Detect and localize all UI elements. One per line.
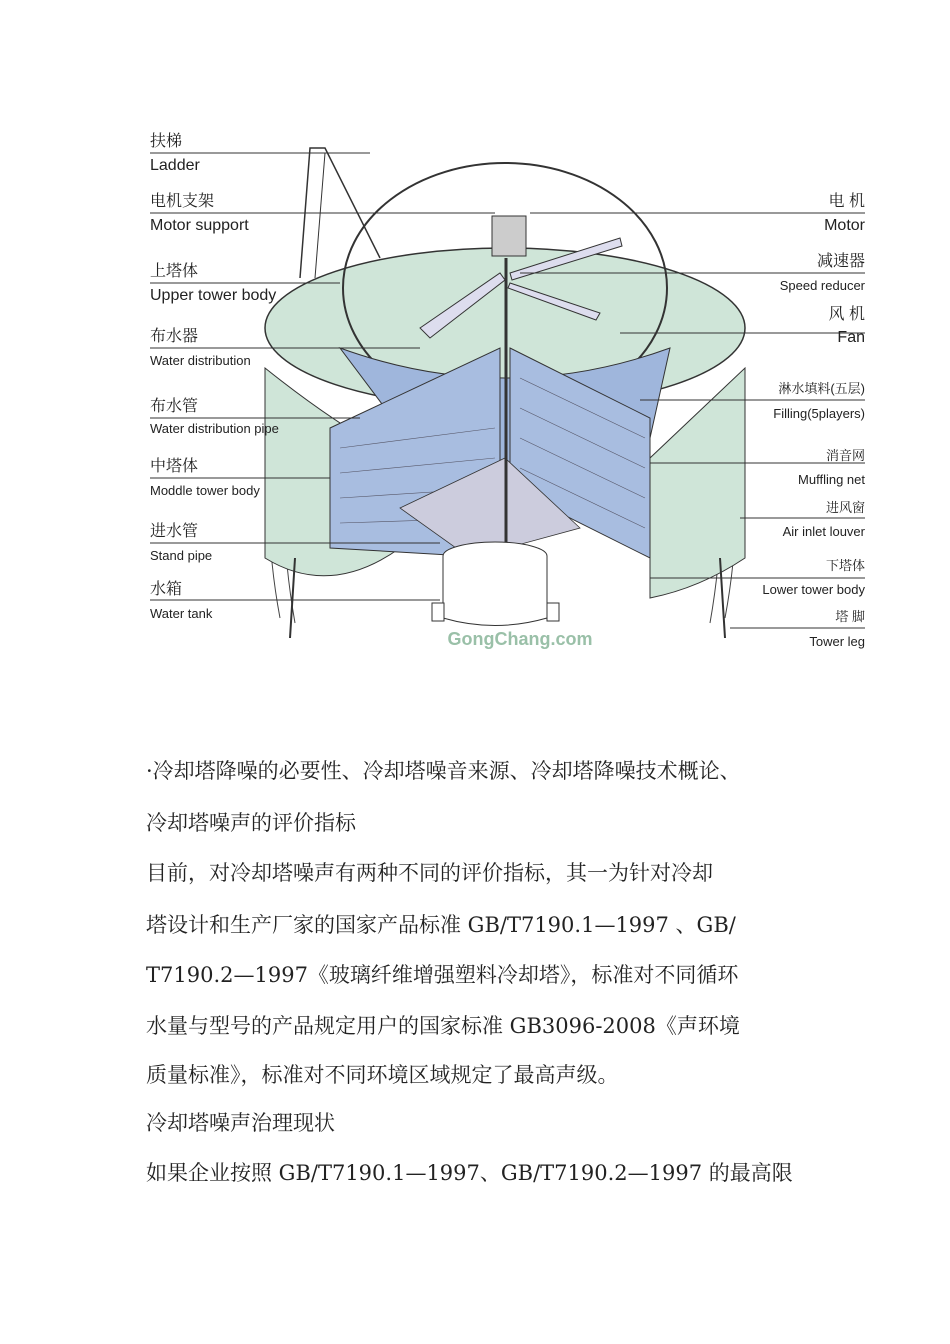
label-water-distribution-zh: 布水器 — [150, 328, 199, 345]
label-air-inlet-en: Air inlet louver — [782, 524, 865, 539]
text-line-9: 如果企业按照 GB/T7190.1—1997、GB/T7190.2—1997 的最高限 — [146, 1161, 793, 1185]
label-fan-zh: 风 机 — [828, 306, 865, 323]
label-lower-tower-en: Lower tower body — [762, 582, 865, 597]
text-line-5: T7190.2—1997《玻璃纤维增强塑料冷却塔》，标准对不同循环 — [146, 963, 739, 987]
text-line-4: 塔设计和生产厂家的国家产品标准 GB/T7190.1—1997 、GB/ — [146, 913, 736, 937]
label-lower-tower-zh: 下塔体 — [825, 558, 865, 573]
text-line-6: 水量与型号的产品规定用户的国家标准 GB3096-2008《声环境 — [146, 1014, 740, 1038]
text-line-2: 冷却塔噪声的评价指标 — [146, 811, 356, 835]
text-line-7: 质量标准》，标准对不同环境区域规定了最高声级。 — [146, 1063, 619, 1087]
label-stand-pipe-zh: 进水管 — [150, 523, 199, 540]
label-water-tank-zh: 水箱 — [150, 581, 183, 598]
label-upper-tower-zh: 上塔体 — [150, 263, 199, 280]
label-tower-leg-en: Tower leg — [809, 634, 865, 649]
label-stand-pipe-en: Stand pipe — [150, 548, 213, 563]
watermark-logo: GongChang.com — [447, 629, 593, 649]
label-middle-tower-en: Moddle tower body — [150, 483, 260, 498]
label-ladder-en: Ladder — [150, 157, 200, 174]
label-speed-reducer-zh: 减速器 — [816, 253, 865, 270]
label-water-distribution-en: Water distribution — [150, 353, 251, 368]
text-line-1: ·冷却塔降噪的必要性、冷却塔噪音来源、冷却塔降噪技术概论、 — [146, 759, 741, 783]
label-motor-support-en: Motor support — [150, 217, 249, 234]
label-speed-reducer-en: Speed reducer — [779, 278, 865, 293]
label-water-tank-en: Water tank — [150, 606, 213, 621]
label-muffling-net-zh: 消音网 — [825, 448, 865, 463]
label-motor-support-zh: 电机支架 — [150, 193, 215, 210]
label-fan-en: Fan — [837, 329, 865, 346]
label-middle-tower-zh: 中塔体 — [150, 458, 199, 475]
tower-illustration — [265, 148, 745, 638]
text-line-3: 目前，对冷却塔噪声有两种不同的评价指标，其一为针对冷却 — [146, 861, 713, 885]
label-air-inlet-zh: 进风窗 — [825, 500, 865, 515]
label-motor-zh: 电 机 — [828, 193, 865, 210]
label-distribution-pipe-zh: 布水管 — [150, 398, 199, 415]
cooling-tower-diagram — [140, 128, 870, 658]
label-distribution-pipe-en: Water distribution pipe — [150, 421, 279, 436]
text-line-8: 冷却塔噪声治理现状 — [146, 1111, 335, 1135]
label-ladder-zh: 扶梯 — [150, 133, 183, 150]
label-motor-en: Motor — [824, 217, 865, 234]
label-filling-zh: 淋水填料(五层) — [778, 381, 865, 396]
label-upper-tower-en: Upper tower body — [150, 287, 277, 304]
label-filling-en: Filling(5players) — [773, 406, 865, 421]
label-muffling-net-en: Muffling net — [798, 472, 865, 487]
label-tower-leg-zh: 塔 脚 — [835, 609, 865, 624]
